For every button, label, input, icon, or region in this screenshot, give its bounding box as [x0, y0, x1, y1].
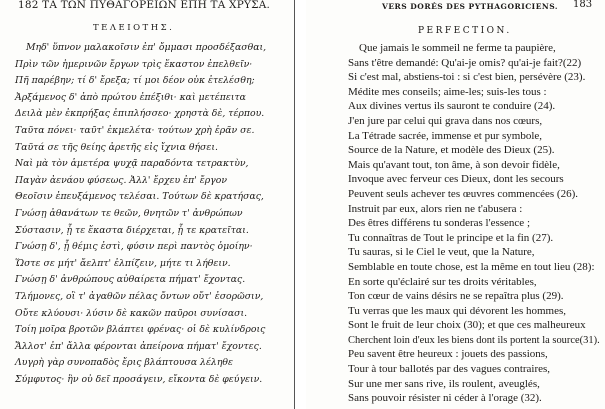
book-gutter	[295, 0, 306, 409]
section-title-french: PERFECTION.	[418, 26, 512, 36]
running-header-right: VERS DORÉS DES PYTHAGORICIENS.	[382, 2, 559, 11]
verse-line: Γνώσῃ δ' ἀνθρώπους αὐθαίρετα πήματ' ἔχοντας.	[15, 274, 246, 286]
verse-line: Σύστασιν, ᾗ τε ἕκαστα διέρχεται, ᾗ τε κρατεῖται.	[15, 224, 249, 236]
verse-line: Que jamais le sommeil ne ferme ta paupière,	[359, 42, 556, 54]
verse-line: Μηδ' ὕπνον μαλακοῖσιν ἐπ' ὄμμασι προσδέξασθαι,	[26, 42, 267, 53]
left-page-greek	[0, 0, 295, 409]
verse-line: Τλήμονες, οἳ τ' ἀγαθῶν πέλας ὄντων οὔτ' ἐσορῶσιν,	[15, 290, 264, 302]
verse-line: En sorte qu'éclairé sur tes droits véritables,	[348, 275, 537, 288]
verse-line: Ναὶ μὰ τὸν ἁμετέρα ψυχᾷ παραδόντα τετρακτὺν,	[15, 158, 249, 170]
verse-line: Des êtres différens tu sonderas l'essence ;	[348, 217, 530, 230]
verse-line: Θεοῖσιν ἐπευξάμενος τελέσαι. Τούτων δὲ κρατήσας,	[15, 191, 264, 203]
verse-line: Ὥστε σε μήτ' ἄελπτ' ἐλπίζειν, μήτε τι λήθειν.	[15, 257, 231, 269]
verse-line: Τοίη μοῖρα βροτῶν βλάπτει φρένας· οἱ δὲ κυλίνδροις	[15, 324, 266, 336]
verse-line: Médite mes conseils; aime-les; suis-les tous :	[348, 85, 547, 98]
verse-line: Οὔτε κλύουσι· λύσιν δὲ κακῶν παῦροι συνίσασι.	[15, 307, 248, 319]
verse-line: Ἄλλοτ' ἐπ' ἄλλα φέρονται ἀπείρονα πήματ' ἔχοντες.	[15, 340, 262, 352]
verse-line: Παγὰν ἀενάου φύσεως. Ἀλλ' ἔρχευ ἐπ' ἔργον	[15, 174, 227, 186]
verse-line: Πῆ παρέβην; τί δ' ἔρεξα; τί μοι δέον οὐκ ἐτελέσθη;	[15, 75, 255, 87]
verse-line: Sans t'être demandé: Qu'ai-je omis? qu'ai-je fait?(22)	[348, 56, 582, 69]
verse-line: Sans pouvoir résister ni céder à l'orage (32).	[348, 392, 542, 405]
verse-line: Δειλὰ μὲν ἐκπρήξας ἐπιπλήσσεο· χρηστὰ δὲ, τέρπου.	[15, 108, 265, 120]
verse-line: Sur une mer sans rive, ils roulent, aveuglés,	[348, 377, 540, 390]
right-page-french	[306, 0, 605, 409]
verse-line: Instruit par eux, alors rien ne t'abusera :	[348, 202, 523, 215]
verse-line: Σύμφυτος· ἣν οὐ δεῖ προσάγειν, εἴκοντα δὲ φεύγειν.	[15, 373, 263, 385]
page-number: 183	[573, 0, 593, 10]
verse-line: Ton cœur de vains désirs ne se repaîtra plus (29).	[348, 290, 564, 303]
verse-line: Tu connaîtras de Tout le principe et la fin (27).	[348, 231, 554, 244]
section-title-greek: ΤΕΛΕΙΟΤΗΣ.	[93, 23, 175, 33]
verse-line: Ταῦτα πόνει· ταῦτ' ἐκμελέτα· τούτων χρὴ ἐρᾶν σε.	[15, 124, 255, 136]
verse-line: Γνώσῃ δ', ᾗ θέμις ἐστὶ, φύσιν περὶ παντὸς ὁμοίην·	[15, 241, 253, 253]
running-header-left: 182 ΤΑ ΤΩΝ ΠΥΘΑΓΟΡΕΙΩΝ ΕΠΗ ΤΑ ΧΡΥΣΑ.	[18, 0, 271, 11]
verse-line: Semblable en toute chose, est la même en tout lieu (28):	[348, 260, 595, 273]
verse-line: Sont le fruit de leur choix (30); et que ces malheureux	[348, 319, 586, 332]
verse-line: Ἀρξάμενος δ' ἀπὸ πρώτου ἐπέξιθι· καὶ μετέπειτα	[15, 91, 246, 103]
verse-line: Peuvent seuls achever tes œuvres commencées (26).	[348, 187, 579, 200]
verse-line: Source de la Nature, et modèle des Dieux (25).	[348, 144, 555, 157]
french-verse-lines	[348, 41, 605, 406]
greek-verse-lines	[15, 40, 266, 388]
verse-line: Tour à tour ballotés par des vagues contraires,	[348, 363, 551, 376]
verse-line: J'en jure par celui qui grava dans nos cœurs,	[348, 114, 543, 127]
verse-line: Γνώσῃ ἀθανάτων τε θεῶν, θνητῶν τ' ἀνθρώπων	[15, 207, 243, 219]
verse-line: Tu sauras, si le Ciel le veut, que la Nature,	[348, 246, 535, 259]
verse-line: Peu savent être heureux : jouets des passions,	[348, 348, 548, 361]
verse-line: Tu verras que les maux qui dévorent les hommes,	[348, 304, 567, 317]
verse-line: Πρὶν τῶν ἡμερινῶν ἔργων τρὶς ἕκαστον ἐπελθεῖν·	[15, 58, 253, 70]
verse-line: Invoque avec ferveur ces Dieux, dont les secours	[348, 173, 564, 186]
verse-line: Si c'est mal, abstiens-toi : si c'est bien, persévère (23).	[348, 71, 586, 84]
verse-line: La Tétrade sacrée, immense et pur symbole,	[348, 129, 543, 142]
verse-line: Ταῦτά σε τῆς θείης ἀρετῆς εἰς ἴχνια θήσει.	[15, 141, 218, 153]
verse-line: Λυγρὴ γὰρ συνοπαδὸς ἔρις βλάπτουσα λέληθε	[15, 357, 233, 369]
verse-line: Cherchent loin d'eux les biens dont ils portent la source(31).	[348, 333, 600, 346]
verse-line: Aux divines vertus ils sauront te conduire (24).	[348, 100, 556, 113]
verse-line: Mais qu'avant tout, ton âme, à son devoir fidèle,	[348, 158, 560, 171]
